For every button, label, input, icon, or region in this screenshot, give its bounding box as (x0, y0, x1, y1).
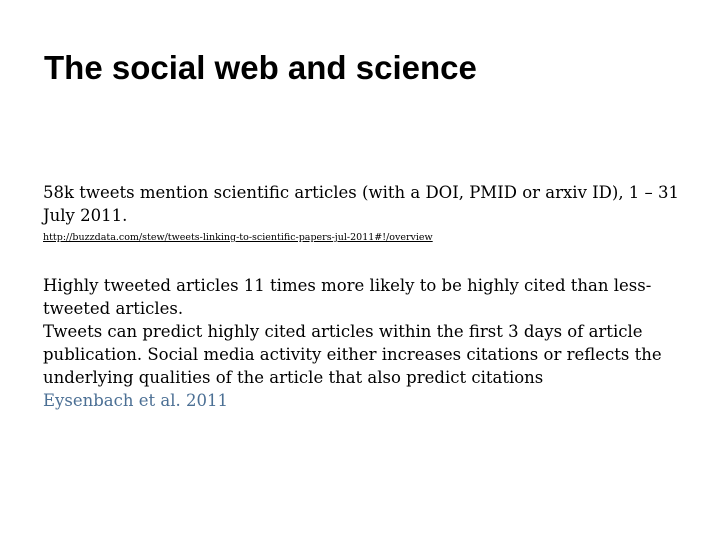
highly-tweeted-text: Highly tweeted articles 11 times more likely to be highly cited than less-tweeted articles. (43, 276, 652, 318)
source-link[interactable]: http://buzzdata.com/stew/tweets-linking-to-scientific-papers-jul-2011#!/overview (43, 232, 433, 243)
tweets-summary-text: 58k tweets mention scientific articles (with a DOI, PMID or arxiv ID), 1 – 31 July 2011. (43, 183, 680, 225)
citation-text: Eysenbach et al. 2011 (43, 391, 228, 410)
slide-title: The social web and science (44, 49, 477, 86)
source-link-line (43, 231, 687, 245)
prediction-text: Tweets can predict highly cited articles within the first 3 days of article publication. Social media activity either increases citations or reflects the underlying qualities of the article that also predict citations (43, 322, 662, 387)
slide-body (43, 181, 687, 412)
spacer (43, 245, 687, 274)
